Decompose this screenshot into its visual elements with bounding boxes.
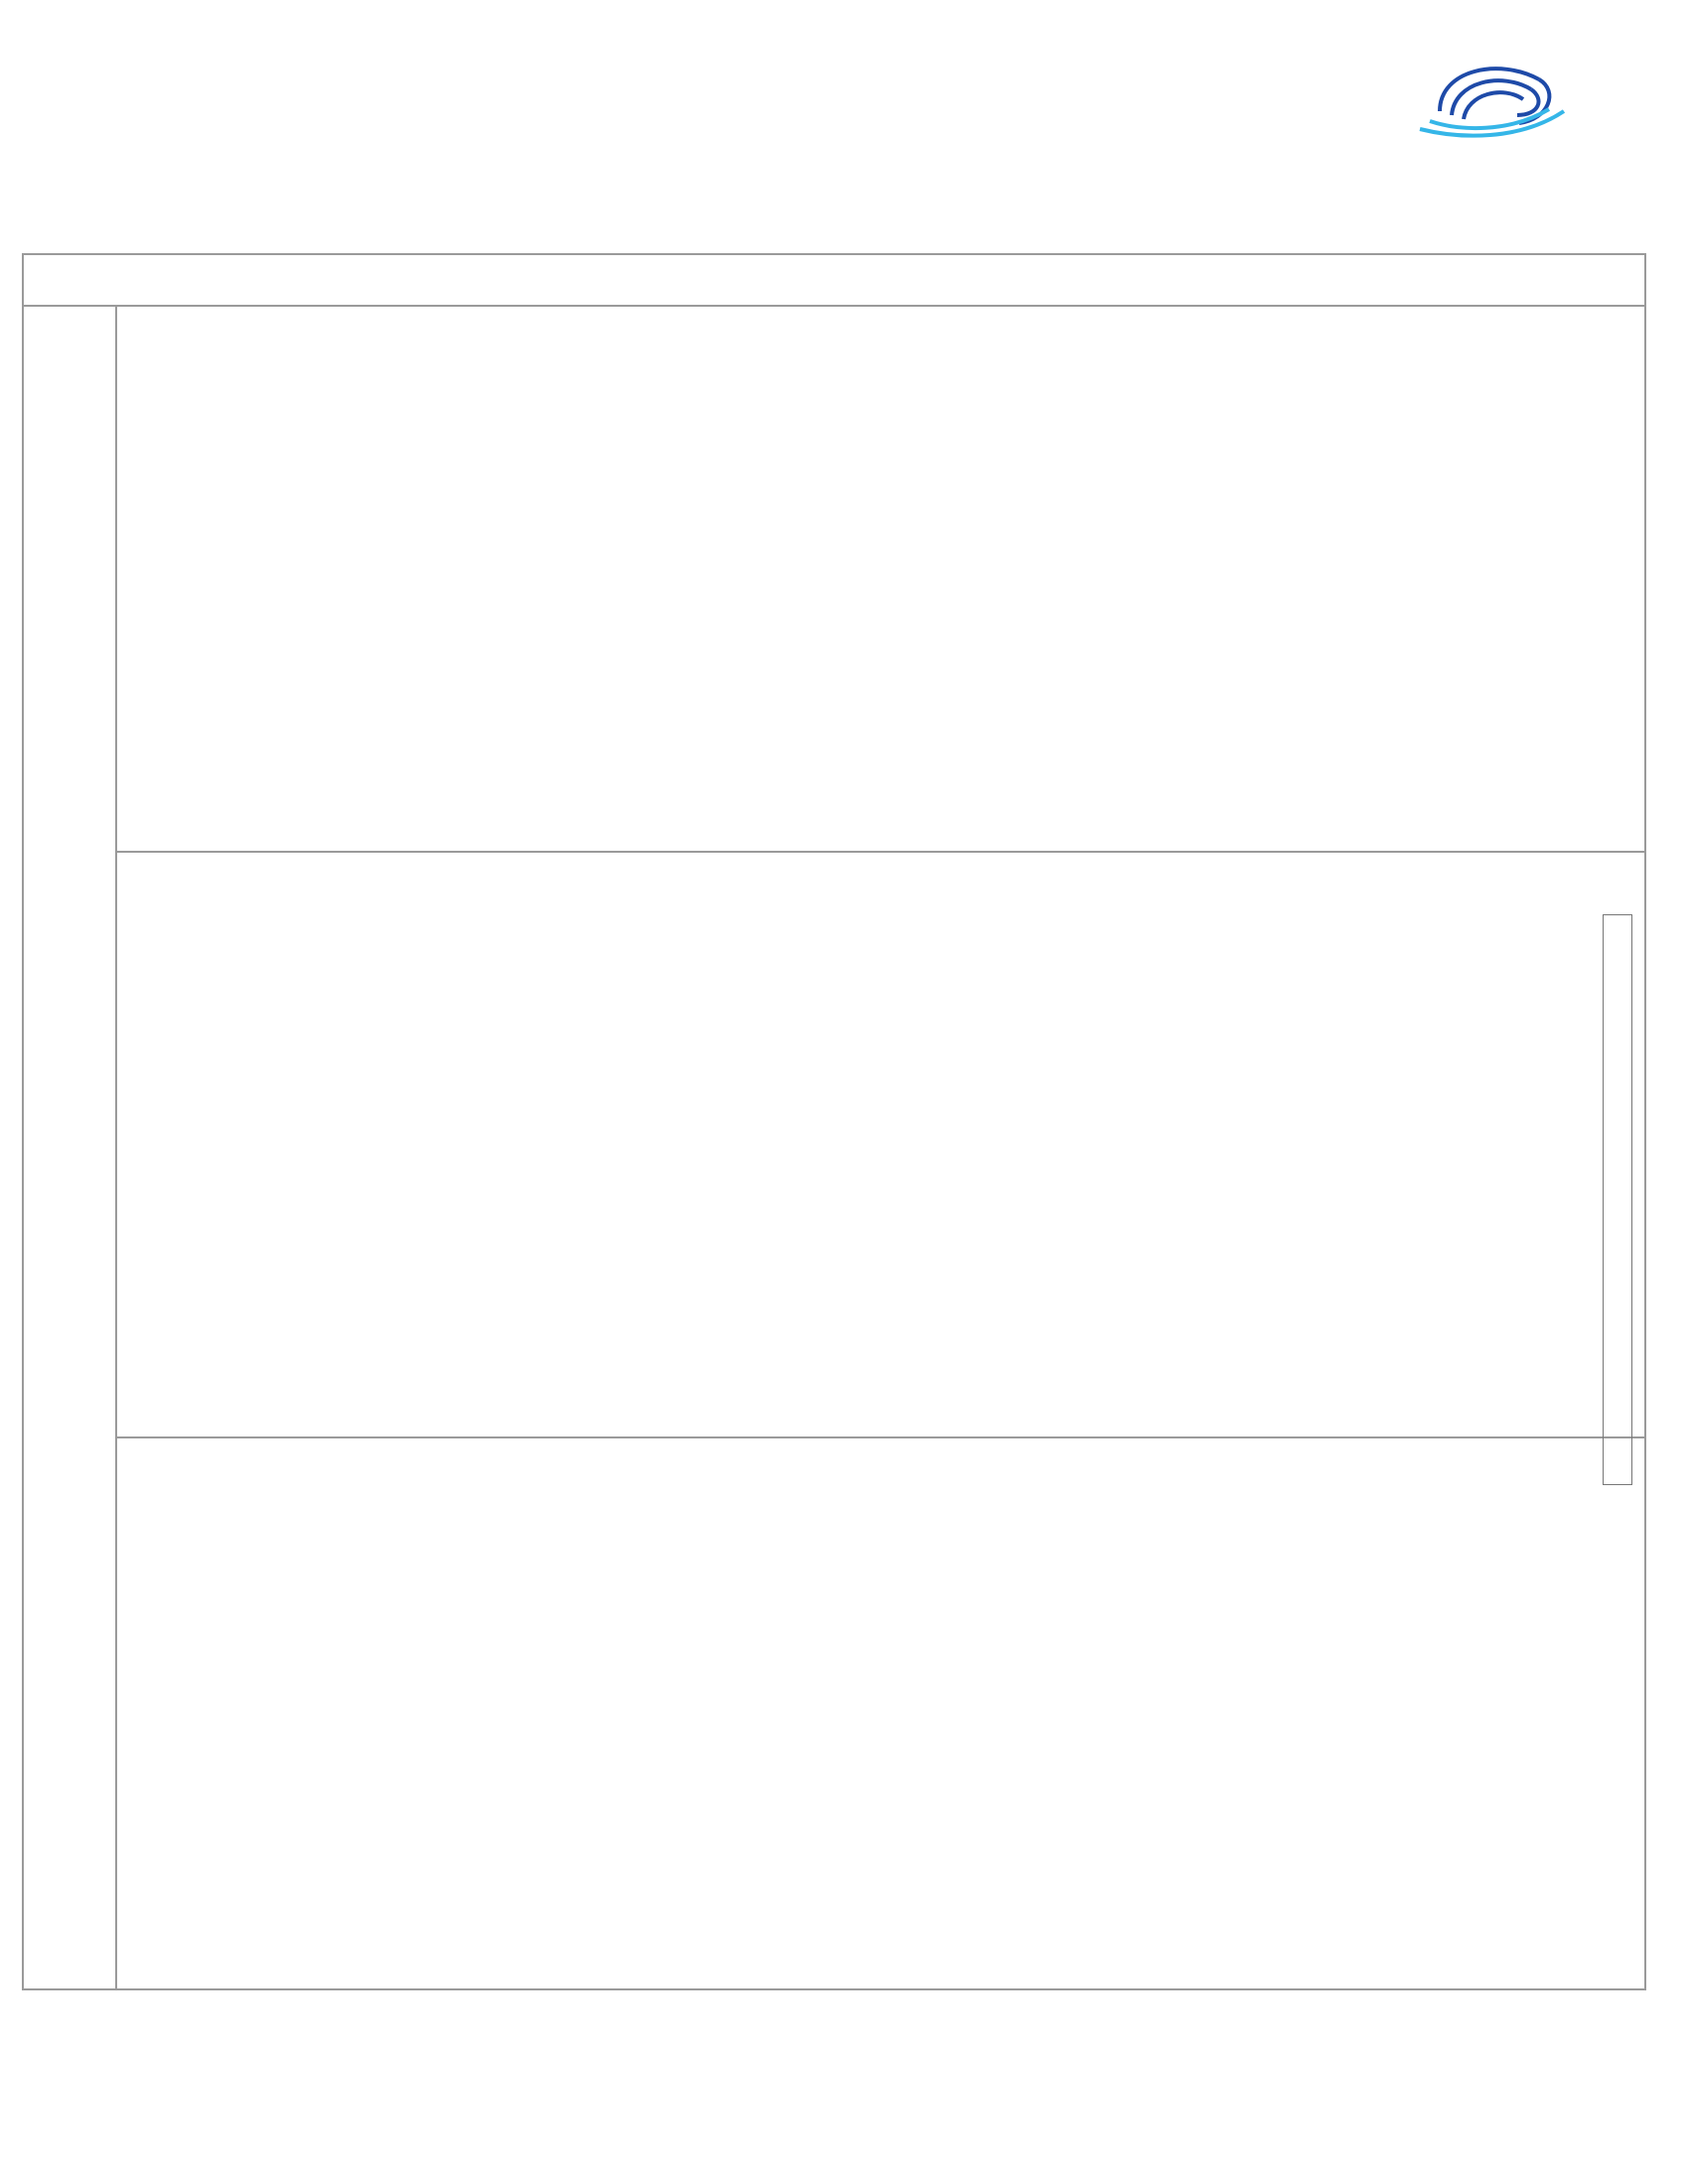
- uv-map-grid: [1105, 315, 1621, 841]
- day-section-3: [117, 1438, 1646, 1990]
- forecast-frame: [22, 253, 1646, 1990]
- day-section-2: [117, 853, 1646, 1438]
- rimas-logo-icon: [1400, 40, 1589, 139]
- uv-legend: [1553, 307, 1646, 1990]
- rimas-logo: [1400, 40, 1589, 189]
- uv-legend-colorbar: [1603, 914, 1632, 1485]
- day-section-1: [117, 307, 1646, 853]
- uv-map-grid: [1105, 861, 1621, 1387]
- forecast-content: [115, 307, 1644, 1990]
- uv-map-grid: [1105, 1446, 1621, 1973]
- frame-header: [24, 255, 1644, 307]
